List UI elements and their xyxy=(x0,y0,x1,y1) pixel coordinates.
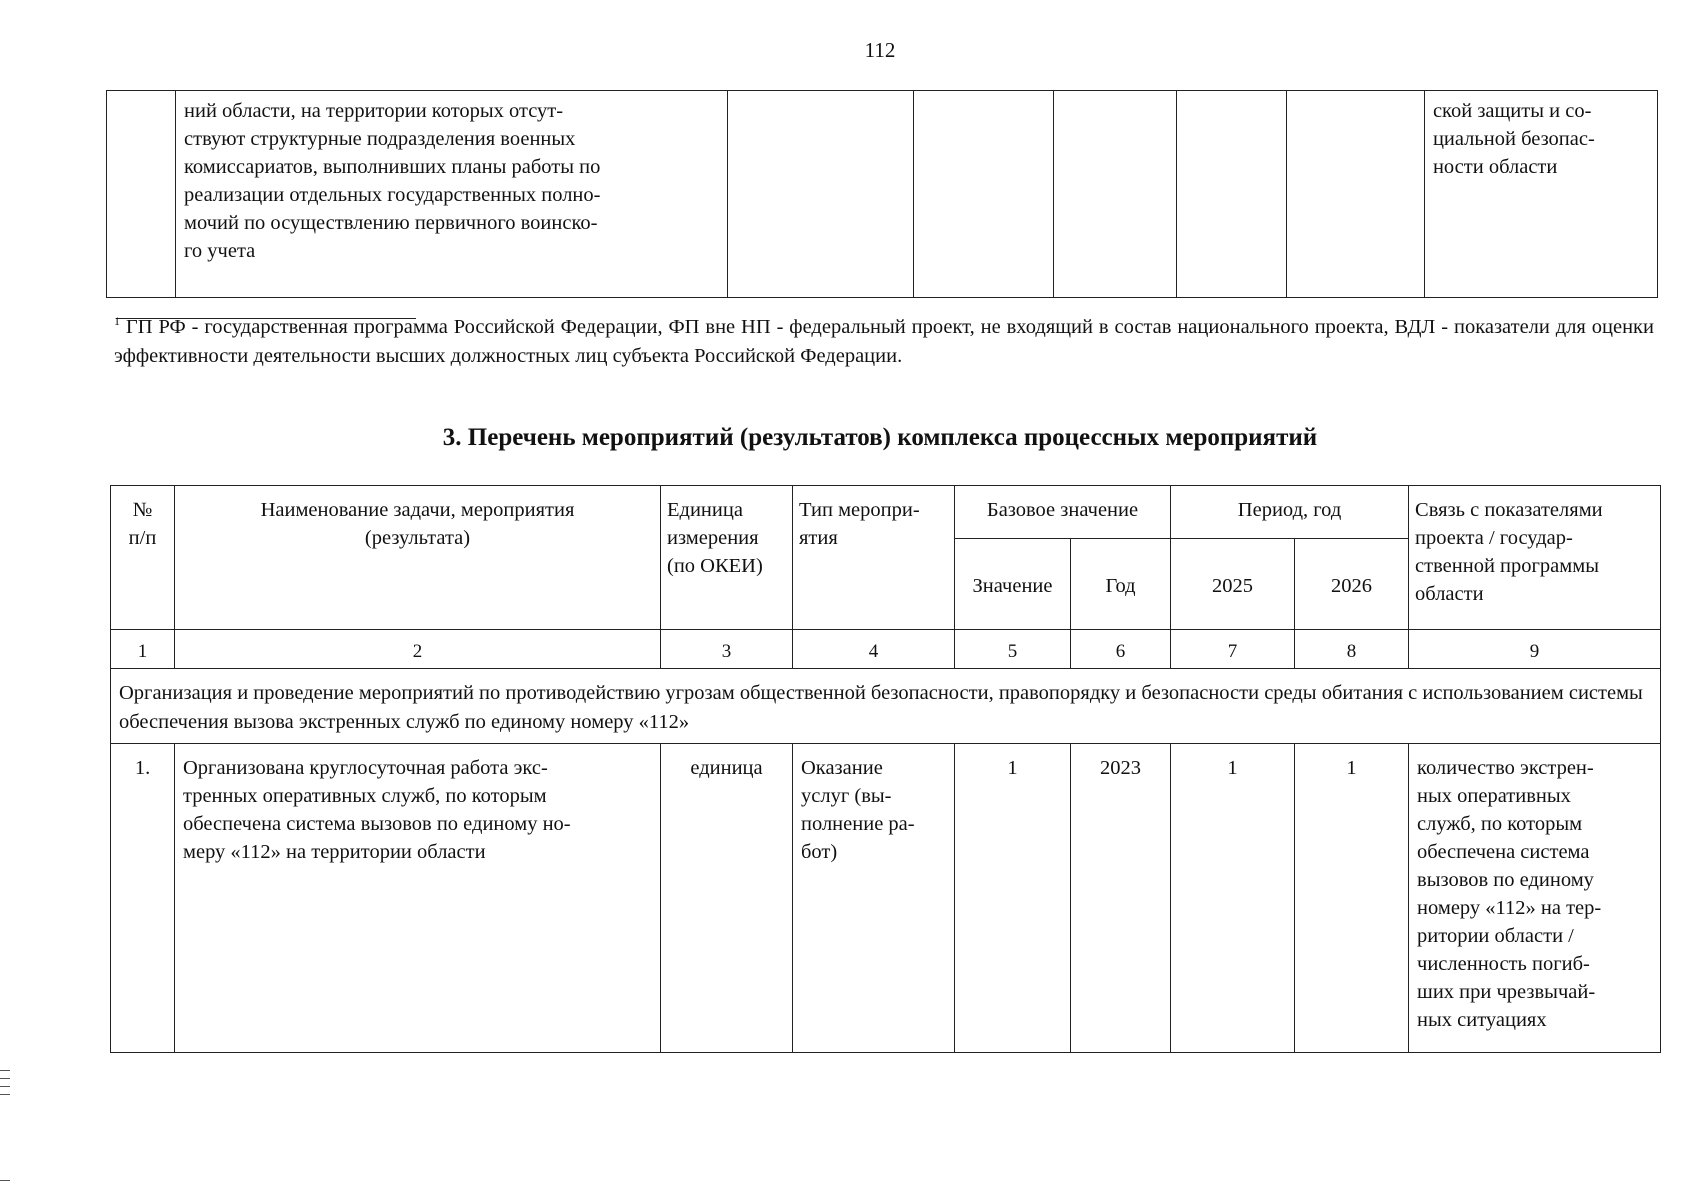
continuation-row xyxy=(107,91,1658,298)
row-type: Оказание услуг (вы- полнение ра- бот) xyxy=(793,744,955,1053)
footnote xyxy=(114,313,1654,371)
header-base-year: Год xyxy=(1071,539,1171,630)
header-row xyxy=(111,486,1661,539)
scan-mark xyxy=(0,1094,10,1095)
table-cell xyxy=(1176,91,1286,298)
group-row xyxy=(111,669,1661,744)
row-base-value: 1 xyxy=(955,744,1071,1053)
table-cell xyxy=(107,91,176,298)
table-cell xyxy=(913,91,1053,298)
column-number: 5 xyxy=(955,630,1071,669)
scan-mark xyxy=(0,1078,10,1079)
continuation-table xyxy=(106,90,1658,298)
header-name: Наименование задачи, мероприятия (результата) xyxy=(175,486,661,630)
column-number-row xyxy=(111,630,1661,669)
section-title: 3. Перечень мероприятий (результатов) комплекса процессных мероприятий xyxy=(442,424,1318,451)
table-cell xyxy=(1286,91,1424,298)
indicator-text-cell: ний области, на территории которых отсут- ствуют структурные подразделения военных комиссариатов, выполнивших планы работы по реализации отдельных государственных полно- мочий по осуществлению первичного воинско- го учета xyxy=(176,91,728,298)
column-number: 2 xyxy=(175,630,661,669)
responsible-text-cell: ской защиты и со- циальной безопас- ности области xyxy=(1424,91,1657,298)
header-year-2025: 2025 xyxy=(1171,539,1295,630)
column-number: 7 xyxy=(1171,630,1295,669)
row-link: количество экстрен- ных оперативных служб, по которым обеспечена система вызовов по единому номеру «112» на тер- ритории области / численность погиб- ших при чрезвычай- ных ситуациях xyxy=(1409,744,1661,1053)
row-name: Организована круглосуточная работа экс- тренных оперативных служб, по которым обеспечена система вызовов по единому но- меру «112» на территории области xyxy=(175,744,661,1053)
row-number: 1. xyxy=(111,744,175,1053)
header-base-value: Значение xyxy=(955,539,1071,630)
row-base-year: 2023 xyxy=(1071,744,1171,1053)
activities-table xyxy=(110,485,1661,1053)
header-year-2026: 2026 xyxy=(1295,539,1409,630)
table-cell xyxy=(728,91,914,298)
row-value-2026: 1 xyxy=(1295,744,1409,1053)
column-number: 6 xyxy=(1071,630,1171,669)
scan-mark xyxy=(0,1070,10,1071)
header-base: Базовое значение xyxy=(955,486,1171,539)
header-unit: Единица измерения (по ОКЕИ) xyxy=(661,486,793,630)
header-link: Связь с показателями проекта / государ- ственной программы области xyxy=(1409,486,1661,630)
row-value-2025: 1 xyxy=(1171,744,1295,1053)
group-title: Организация и проведение мероприятий по противодействию угрозам общественной безопасности, правопорядку и безопасности среды обитания с использованием системы обеспечения вызова экстренных служб по единому номеру «112» xyxy=(111,669,1661,744)
page-number: 112 xyxy=(864,38,896,62)
column-number: 4 xyxy=(793,630,955,669)
column-number: 9 xyxy=(1409,630,1661,669)
header-num: № п/п xyxy=(111,486,175,630)
column-number: 1 xyxy=(111,630,175,669)
footnote-text: ГП РФ - государственная программа Российской Федерации, ФП вне НП - федеральный проект, не входящий в состав национального проекта, ВДЛ - показатели для оценки эффективности деятельности высших должностных лиц субъекта Российской Федерации. xyxy=(114,316,1654,367)
table-cell xyxy=(1053,91,1176,298)
footnote-marker: 1 xyxy=(114,314,120,329)
header-type: Тип меропри- ятия xyxy=(793,486,955,630)
column-number: 8 xyxy=(1295,630,1409,669)
table-row xyxy=(111,744,1661,1053)
row-unit: единица xyxy=(661,744,793,1053)
scan-mark xyxy=(0,1180,10,1181)
scan-mark xyxy=(0,1086,10,1087)
column-number: 3 xyxy=(661,630,793,669)
header-period: Период, год xyxy=(1171,486,1409,539)
